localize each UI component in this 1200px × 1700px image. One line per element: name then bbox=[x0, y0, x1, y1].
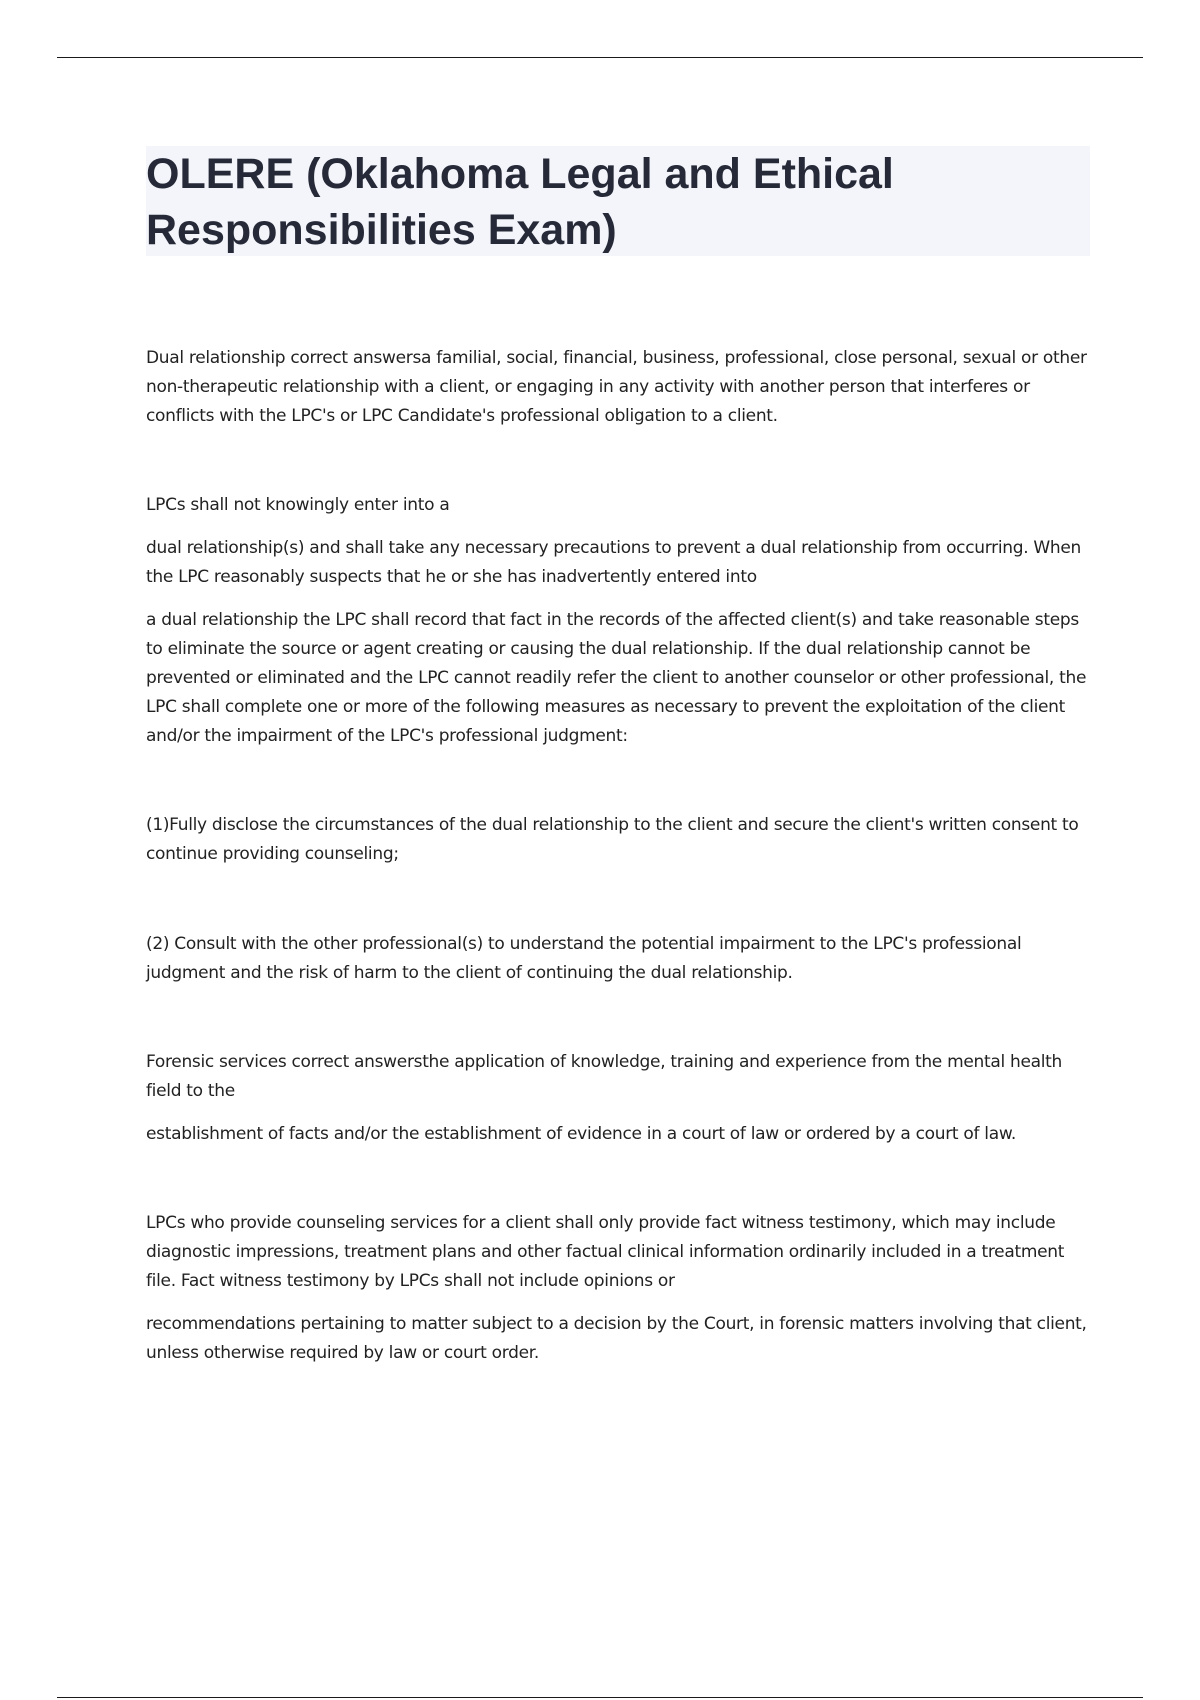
paragraph-forensic-establishment: establishment of facts and/or the establishment of evidence in a court of law or ordered by a court of law. bbox=[146, 1124, 1016, 1144]
document-title: OLERE (Oklahoma Legal and Ethical Responsibilities Exam) bbox=[146, 150, 894, 254]
paragraph-dual-relationship-record: a dual relationship the LPC shall record that fact in the records of the affected client(s) and take reasonable steps to eliminate the source or agent creating or causing the dual relationship. If the dual relationship cannot be prevented or eliminated and the LPC cannot readily refer the client to another counselor or other professional, the LPC shall complete one or more of the following measures as necessary to prevent the exploitation of the client and/or the impairment of the LPC's professional judgment: bbox=[146, 610, 1087, 746]
top-divider bbox=[57, 57, 1143, 58]
paragraph-dual-relationship-definition: Dual relationship correct answersa familial, social, financial, business, professional, close personal, sexual or other non-therapeutic relationship with a client, or engaging in any activity with another person that interferes or conflicts with the LPC's or LPC Candidate's professional obligation to a client. bbox=[146, 348, 1087, 426]
paragraph-measure-2: (2) Consult with the other professional(s) to understand the potential impairment to the LPC's professional judgment and the risk of harm to the client of continuing the dual relationship. bbox=[146, 934, 1022, 983]
paragraph-recommendations: recommendations pertaining to matter subject to a decision by the Court, in forensic matters involving that client, unless otherwise required by law or court order. bbox=[146, 1314, 1087, 1363]
document-body bbox=[146, 344, 1096, 1368]
paragraph-fact-witness-testimony: LPCs who provide counseling services for a client shall only provide fact witness testimony, which may include diagnostic impressions, treatment plans and other factual clinical information ordinarily included in a treatment file. Fact witness testimony by LPCs shall not include opinions or bbox=[146, 1213, 1065, 1291]
paragraph-lpc-not-knowingly: LPCs shall not knowingly enter into a bbox=[146, 495, 450, 515]
paragraph-measure-1: (1)Fully disclose the circumstances of the dual relationship to the client and secure the client's written consent to continue providing counseling; bbox=[146, 815, 1079, 864]
paragraph-dual-relationship-precautions: dual relationship(s) and shall take any necessary precautions to prevent a dual relationship from occurring. When the LPC reasonably suspects that he or she has inadvertently entered into bbox=[146, 538, 1082, 587]
bottom-divider bbox=[57, 1697, 1143, 1698]
paragraph-forensic-services-definition: Forensic services correct answersthe application of knowledge, training and experience from the mental health field to the bbox=[146, 1052, 1062, 1101]
